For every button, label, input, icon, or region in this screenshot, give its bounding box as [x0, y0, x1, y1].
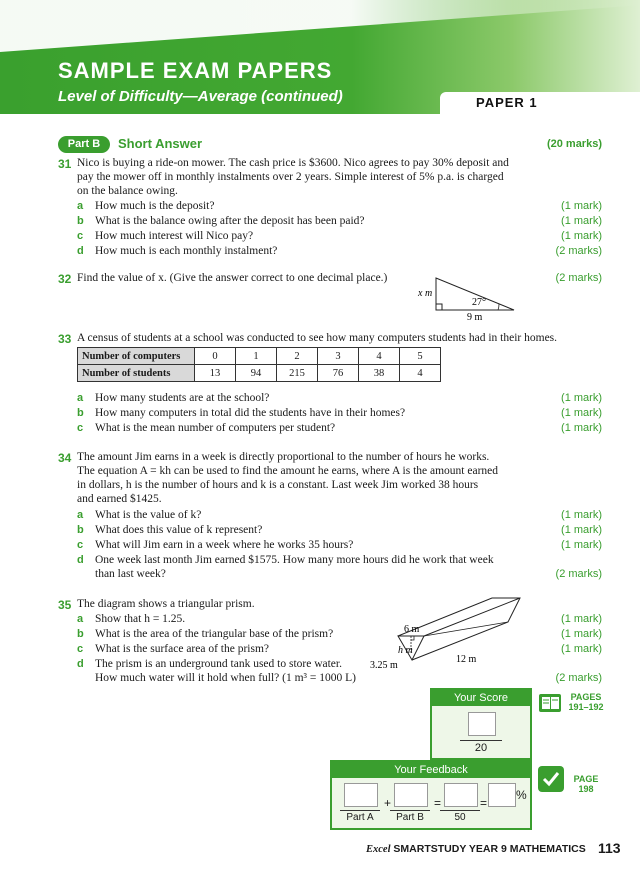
part-b-score-input[interactable] — [394, 783, 428, 807]
page-title: SAMPLE EXAM PAPERS — [58, 58, 333, 83]
sub-question-label: d — [77, 245, 84, 257]
triangle-side-label: x m — [418, 288, 433, 299]
table-row — [78, 348, 441, 365]
pages-tag: PAGES 191–192 — [568, 692, 604, 712]
question-text: Find the value of x. (Give the answer correct to one decimal place.) — [77, 272, 388, 284]
sub-question-label: d — [77, 658, 84, 670]
part-a-score-input[interactable] — [344, 783, 378, 807]
question-number: 31 — [58, 157, 72, 171]
table-cell: 94 — [236, 365, 277, 382]
question-number: 34 — [58, 451, 72, 465]
table-cell: 4 — [400, 365, 441, 382]
sub-question-text: How many computers in total did the students have in their homes? — [95, 407, 406, 419]
feedback-title: Your Feedback — [332, 762, 530, 778]
sub-question-text-continued: How much water will it hold when full? (1 m³ = 1000 L) — [95, 672, 356, 684]
prism-side-label: 3.25 m — [370, 660, 398, 671]
question-text-line: in dollars, h is the number of hours and k is a constant. Last week Jim worked 38 hours — [77, 479, 479, 491]
percent-input[interactable] — [488, 783, 516, 807]
sub-question-label: b — [77, 407, 84, 419]
question-text: The diagram shows a triangular prism. — [77, 598, 255, 610]
sub-question-text: How much interest will Nico pay? — [95, 230, 254, 242]
sub-question-text-continued: than last week? — [95, 568, 166, 580]
score-box — [430, 688, 532, 760]
sub-question-label: c — [77, 643, 84, 655]
mark-allocation: (1 mark) — [561, 407, 602, 419]
sub-question-label: a — [77, 200, 84, 212]
table-cell: 215 — [277, 365, 318, 382]
score-input-box[interactable] — [468, 712, 496, 736]
triangular-prism-diagram — [370, 590, 540, 676]
mark-allocation: (1 mark) — [561, 509, 602, 521]
mark-allocation: (1 mark) — [561, 643, 602, 655]
sub-question-text: Show that h = 1.25. — [95, 613, 186, 625]
triangle-angle-label: 27° — [472, 297, 486, 308]
question-text-line: The amount Jim earns in a week is directly proportional to the number of hours he works. — [77, 451, 490, 463]
mark-allocation: (1 mark) — [561, 539, 602, 551]
question-text-line: pay the mower off in monthly instalments over 2 years. Simple interest of 5% p.a. is charged — [77, 171, 504, 183]
mark-allocation: (1 mark) — [561, 628, 602, 640]
mark-allocation: (1 mark) — [561, 613, 602, 625]
score-fraction-line — [460, 740, 502, 741]
sub-question-text: What is the value of k? — [95, 509, 202, 521]
mark-allocation: (1 mark) — [561, 524, 602, 536]
question-number: 35 — [58, 598, 72, 612]
prism-height-label: h m — [398, 645, 413, 656]
part-marks: (20 marks) — [546, 138, 602, 150]
triangle-base-label: 9 m — [467, 312, 483, 320]
right-triangle-diagram — [412, 272, 522, 320]
sub-question-label: d — [77, 554, 84, 566]
table-row — [78, 365, 441, 382]
sub-question-text: What is the balance owing after the deposit has been paid? — [95, 215, 365, 227]
sub-question-label: c — [77, 539, 84, 551]
table-row-header: Number of students — [78, 365, 195, 382]
question-number: 33 — [58, 332, 72, 346]
table-cell: 3 — [318, 348, 359, 365]
sub-question-label: a — [77, 613, 84, 625]
fraction-line — [340, 810, 380, 811]
question-text: A census of students at a school was conducted to see how many computers students had in their homes. — [77, 332, 558, 344]
sub-question-text: The prism is an underground tank used to store water. — [95, 658, 342, 670]
fraction-line — [390, 810, 430, 811]
sub-question-label: b — [77, 215, 84, 227]
prism-length-label: 12 m — [456, 654, 477, 665]
page-tag: PAGE 198 — [573, 774, 599, 794]
question-number: 32 — [58, 272, 72, 286]
sub-question-text: What will Jim earn in a week where he works 35 hours? — [95, 539, 354, 551]
paper-label: PAPER 1 — [476, 95, 538, 110]
checklist-icon — [536, 764, 566, 794]
sub-question-label: a — [77, 392, 84, 404]
fraction-line — [440, 810, 480, 811]
prism-top-label: 6 m — [404, 624, 420, 635]
total-caption: 50 — [454, 812, 466, 823]
mark-allocation: (2 marks) — [555, 672, 602, 684]
table-cell: 38 — [359, 365, 400, 382]
book-icon — [536, 688, 566, 718]
mark-allocation: (1 mark) — [561, 200, 602, 212]
table-cell: 0 — [195, 348, 236, 365]
part-b-caption: Part B — [396, 812, 424, 823]
footer-brand — [366, 843, 586, 855]
sub-question-text: One week last month Jim earned $1575. How many more hours did he work that week — [95, 554, 494, 566]
paper-tab — [440, 92, 640, 114]
part-title: Short Answer — [118, 136, 203, 151]
page-subtitle: Level of Difficulty—Average (continued) — [58, 88, 343, 105]
sub-question-label: b — [77, 524, 84, 536]
sub-question-text: What is the surface area of the prism? — [95, 643, 270, 655]
score-title: Your Score — [432, 690, 530, 706]
mark-allocation: (2 marks) — [555, 245, 602, 257]
sub-question-label: c — [77, 422, 84, 434]
computers-table — [77, 347, 441, 382]
score-total: 20 — [474, 742, 488, 754]
table-cell: 1 — [236, 348, 277, 365]
mark-allocation: (1 mark) — [561, 392, 602, 404]
table-cell: 4 — [359, 348, 400, 365]
page-number: 113 — [598, 840, 621, 856]
sub-question-text: What is the mean number of computers per student? — [95, 422, 336, 434]
sub-question-label: b — [77, 628, 84, 640]
sub-question-label: c — [77, 230, 84, 242]
table-cell: 13 — [195, 365, 236, 382]
sub-question-text: How much is each monthly instalment? — [95, 245, 278, 257]
total-score-input[interactable] — [444, 783, 478, 807]
mark-allocation: (2 marks) — [555, 568, 602, 580]
table-cell: 5 — [400, 348, 441, 365]
mark-allocation: (2 marks) — [555, 272, 602, 284]
part-badge: Part B — [58, 136, 110, 153]
sub-question-label: a — [77, 509, 84, 521]
table-cell: 2 — [277, 348, 318, 365]
sub-question-text: What is the area of the triangular base of the prism? — [95, 628, 334, 640]
plus-sign: + — [384, 796, 392, 810]
equals-sign: = — [480, 796, 488, 810]
part-a-caption: Part A — [346, 812, 374, 823]
footer-brand-excel: Excel — [366, 844, 391, 855]
table-row-header: Number of computers — [78, 348, 195, 365]
question-text-line: The equation A = kh can be used to find the amount he earns, where A is the amount earned — [77, 465, 499, 477]
footer-brand-rest: SMARTSTUDY YEAR 9 MATHEMATICS — [390, 843, 586, 855]
question-text-line: and earned $1425. — [77, 493, 162, 505]
percent-sign: % — [516, 788, 527, 802]
sub-question-text: How many students are at the school? — [95, 392, 270, 404]
table-cell: 76 — [318, 365, 359, 382]
equals-sign: = — [434, 796, 442, 810]
mark-allocation: (1 mark) — [561, 230, 602, 242]
mark-allocation: (1 mark) — [561, 215, 602, 227]
sub-question-text: What does this value of k represent? — [95, 524, 263, 536]
question-text-line: on the balance owing. — [77, 185, 178, 197]
feedback-box — [330, 760, 532, 830]
mark-allocation: (1 mark) — [561, 422, 602, 434]
sub-question-text: How much is the deposit? — [95, 200, 215, 212]
question-text-line: Nico is buying a ride-on mower. The cash price is $3600. Nico agrees to pay 30% deposit and — [77, 157, 509, 169]
